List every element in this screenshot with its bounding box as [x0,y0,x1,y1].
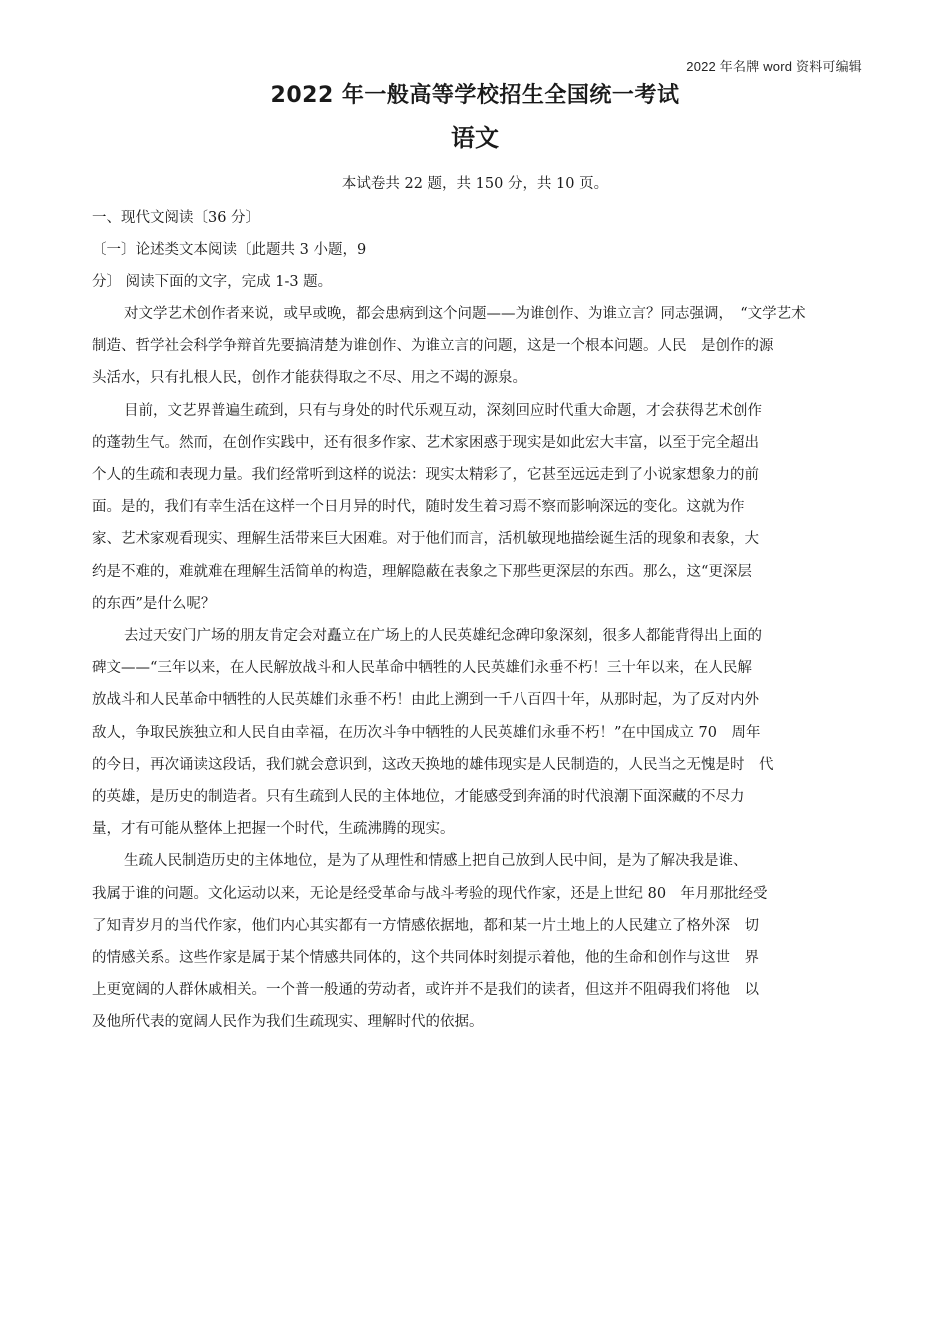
paragraph-1 [92,298,866,395]
paragraph-4 [92,845,866,1038]
paragraph-2 [92,395,866,620]
paragraph-line: 制造、哲学社会科学争辩首先要搞清楚为谁创作、为谁立言的问题，这是一个根本问题。人民 是创作的源 [92,338,774,355]
exam-info: 本试卷共 22 题，共 150 分，共 10 页。 [341,176,609,192]
paragraph-line: 了知青岁月的当代作家，他们内心其实都有一方情感依据地，都和某一片土地上的人民建立了格外深 切 [92,917,759,934]
paragraph-line: 的东西”是什么呢？ [92,595,216,612]
paragraph-line: 个人的生疏和表现力量。我们经常听到这样的说法：现实太精彩了，它甚至远远走到了小说家想象力的前 [92,467,759,484]
paragraph-line: 及他所代表的宽阔人民作为我们生疏现实、理解时代的依据。 [92,1014,484,1031]
paragraph-line: 去过天安门广场的朋友肯定会对矗立在广场上的人民英雄纪念碑印象深刻，很多人都能背得出上面的 [124,628,762,645]
paragraph-line: 的情感关系。这些作家是属于某个情感共同体的，这个共同体时刻提示着他，他的生命和创作与这世 界 [92,950,759,967]
paragraph-line: 的蓬勃生气。然而，在创作实践中，还有很多作家、艺术家困惑于现实是如此宏大丰富，以至于完全超出 [92,434,759,451]
paragraph-line: 约是不难的，难就难在理解生活简单的构造，理解隐蔽在表象之下那些更深层的东西。那么，这“更深层 [92,563,752,580]
paragraph-line: 上更宽阔的人群休戚相关。一个普一般通的劳动者，或许并不是我们的读者，但这并不阻碍我们将他 以 [92,982,759,999]
paragraph-line: 目前，文艺界普遍生疏到，只有与身处的时代乐观互动，深刻回应时代重大命题，才会获得艺术创作 [124,402,762,419]
sub-heading-line-2: 分〕 阅读下面的文字，完成 1-3 题。 [92,274,333,290]
document-body [92,202,866,1039]
paragraph-line: 碑文——“三年以来，在人民解放战斗和人民革命中牺牲的人民英雄们永垂不朽！三十年以来，在人民解 [92,660,752,677]
exam-subject: 语文 [451,124,499,152]
paragraph-line: 的英雄，是历史的制造者。只有生疏到人民的主体地位，才能感受到奔涌的时代浪潮下面深藏的不尽力 [92,789,745,806]
paragraph-line: 我属于谁的问题。文化运动以来，无论是经受革命与战斗考验的现代作家，还是上世纪 80 年月那批经受 [92,885,768,902]
paragraph-line: 面。是的，我们有幸生活在这样一个日月异的时代，随时发生着习焉不察而影响深远的变化。这就为作 [92,499,745,516]
paragraph-3 [92,620,866,845]
paragraph-line: 量，才有可能从整体上把握一个时代，生疏沸腾的现实。 [92,821,455,838]
paragraph-line: 生疏人民制造历史的主体地位，是为了从理性和情感上把自己放到人民中间，是为了解决我是谁、 [124,853,748,870]
paragraph-line: 头活水，只有扎根人民，创作才能获得取之不尽、用之不竭的源泉。 [92,370,527,387]
paragraph-line: 敌人，争取民族独立和人民自由幸福，在历次斗争中牺牲的人民英雄们永垂不朽！”在中国成立 70 周年 [92,724,761,741]
section-heading: 一、现代文阅读〔36 分〕 [92,210,261,226]
paragraph-line: 放战斗和人民革命中牺牲的人民英雄们永垂不朽！由此上溯到一千八百四十年，从那时起，为了反对内外 [92,692,759,709]
paragraph-line: 的今日，再次诵读这段话，我们就会意识到，这改天换地的雄伟现实是人民制造的，人民当之无愧是时 代 [92,756,774,773]
watermark-text: 2022 年名牌 word 资料可编辑 [686,59,862,74]
paragraph-line: 家、艺术家观看现实、理解生活带来巨大困难。对于他们而言，活机敏现地描绘诞生活的现象和表象，大 [92,531,759,548]
paragraph-line: 对文学艺术创作者来说，或早或晚，都会患病到这个问题——为谁创作、为谁立言？同志强调， “文学艺术 [124,306,806,322]
sub-heading-line-1: 〔一〕论述类文本阅读〔此题共 3 小题，9 [92,242,367,258]
exam-title: 2022 年一般高等学校招生全国统一考试 [270,83,680,108]
